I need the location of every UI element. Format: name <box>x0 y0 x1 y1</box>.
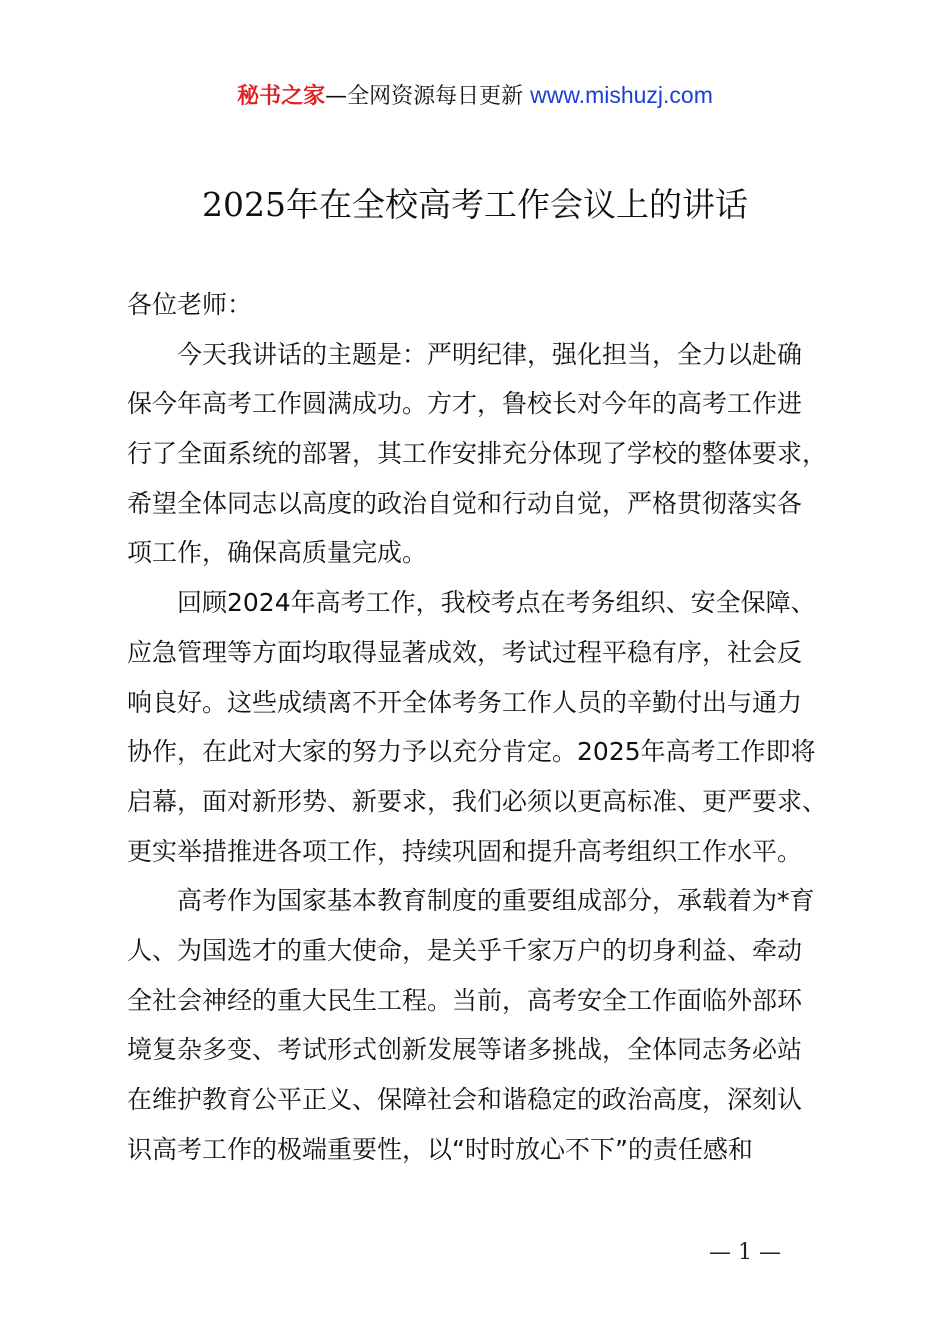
page-number: — 1 — <box>709 1240 781 1265</box>
paragraph-line: 希望全体同志以高度的政治自觉和行动自觉，严格贯彻落实各 <box>127 488 803 518</box>
paragraph-line: 在维护教育公平正义、保障社会和谐稳定的政治高度，深刻认 <box>127 1085 803 1114</box>
brand-name: 秘书之家 <box>237 84 326 109</box>
paragraph-line: 响良好。这些成绩离不开全体考务工作人员的辛勤付出与通力 <box>127 687 803 717</box>
paragraph-line: 人、为国选才的重大使命，是关乎千家万户的切身利益、牵动 <box>127 935 803 965</box>
paragraph-line: 协作，在此对大家的努力予以充分肯定。2025年高考工作即将 <box>127 737 816 767</box>
banner-tagline: —全网资源每日更新 <box>325 84 531 109</box>
paragraph-line: 更实举措推进各项工作，持续巩固和提升高考组织工作水平。 <box>127 836 803 866</box>
paragraph-line: 项工作，确保高质量完成。 <box>127 538 428 568</box>
paragraph-line: 应急管理等方面均取得显著成效，考试过程平稳有序，社会反 <box>127 637 803 667</box>
paragraph-line: 高考作为国家基本教育制度的重要组成部分，承载着为*育 <box>177 886 815 916</box>
paragraph-line: 识高考工作的极端重要性，以“时时放心不下”的责任感和 <box>127 1134 753 1164</box>
document-body <box>127 280 833 1174</box>
paragraph-line: 全社会神经的重大民生工程。当前，高考安全工作面临外部环 <box>127 985 803 1015</box>
paragraph-line: 今天我讲话的主题是：严明纪律，强化担当，全力以赴确 <box>177 339 803 369</box>
document-title: 2025年在全校高考工作会议上的讲话 <box>202 185 748 224</box>
paragraph-line: 回顾2024年高考工作，我校考点在考务组织、安全保障、 <box>177 588 816 618</box>
paragraph-line: 启幕，面对新形势、新要求，我们必须以更高标准、更严要求、 <box>127 786 828 816</box>
paragraph-line: 行了全面系统的部署，其工作安排充分体现了学校的整体要求， <box>127 439 828 469</box>
site-banner <box>0 80 950 112</box>
salutation: 各位老师： <box>127 290 253 319</box>
paragraph-line: 境复杂多变、考试形式创新发展等诸多挑战，全体同志务必站 <box>127 1035 803 1065</box>
paragraph-line: 保今年高考工作圆满成功。方才，鲁校长对今年的高考工作进 <box>127 389 803 419</box>
site-url-link[interactable]: www.mishuzj.com <box>530 82 713 108</box>
